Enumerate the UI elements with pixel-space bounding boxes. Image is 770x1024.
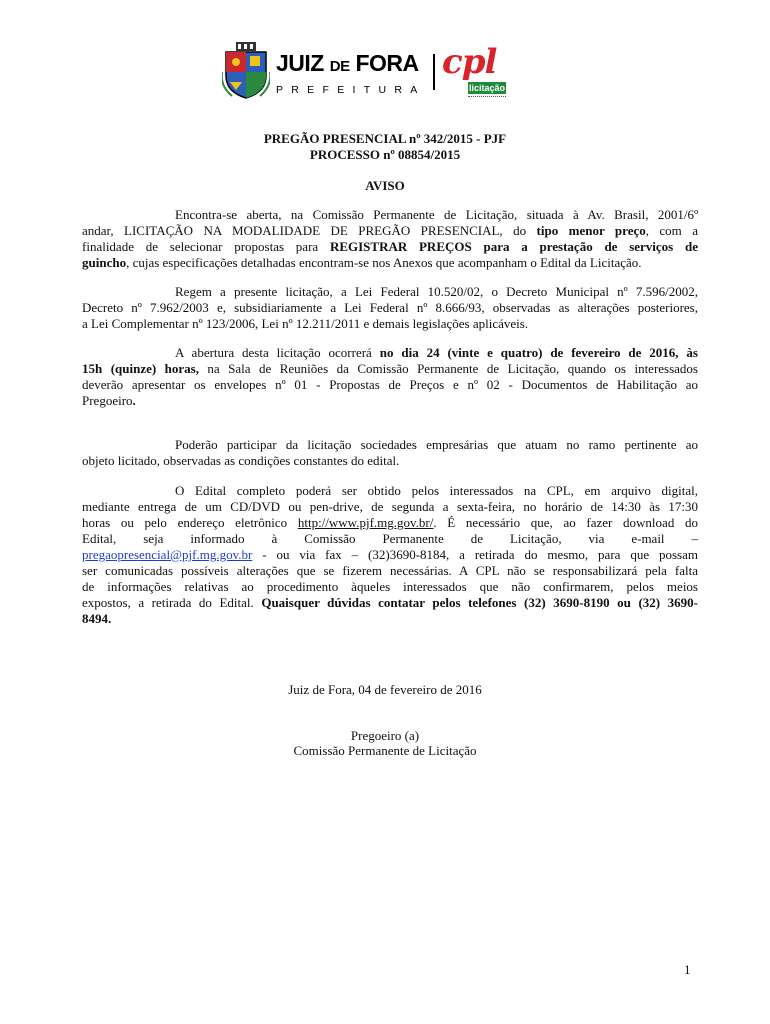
p3-line1: A abertura desta licitação ocorrerá no dia 24 (vinte e quatro) de fevereiro de 2016, às [175,345,698,360]
p3-line2: 15h (quinze) horas, na Sala de Reuniões da Comissão Permanente de Licitação, quando os interessados [82,361,698,376]
p1-line3: finalidade de selecionar propostas para REGISTRAR PREÇOS para a prestação de serviços de [82,239,699,254]
paragraph-legislacao [82,284,698,332]
signature-title: Pregoeiro (a) [350,728,420,743]
title-processo: PROCESSO nº 08854/2015 [309,147,461,162]
p1-line2: andar, LICITAÇÃO NA MODALIDADE DE PREGÃO PRESENCIAL, do tipo menor preço, com a [82,223,698,238]
p2-line2: Decreto nº 7.962/2003 e, subsidiariamente a Lei Federal nº 8.666/93, observadas as alterações posteriores, [82,300,698,315]
header-logo [222,40,522,102]
page-number: 1 [684,962,691,977]
logo-prefeitura: PREFEITURA [276,84,426,96]
p5-line6: ser comunicadas possíveis alterações que se fizerem necessárias. A CPL não se responsabilizará pela falta [82,563,698,578]
city-logo-text [276,50,426,97]
p2-line1: Regem a presente licitação, a Lei Federal 10.520/02, o Decreto Municipal nº 7.596/2002, [175,284,698,299]
p5-line5: pregaopresencial@pjf.mg.gov.br - ou via fax – (32)3690-8184, a retirada do mesmo, para que possam [82,547,698,562]
paragraph-abertura [82,207,698,271]
title-aviso: AVISO [365,178,405,193]
p5-line8: expostos, a retirada do Edital. Quaisquer dúvidas contatar pelos telefones (32) 3690-8190 ou (32) 3690- [82,595,699,610]
p5-line4: Edital, seja informado à Comissão Permanente de Licitação, via e-mail – [82,531,698,546]
p1-line1: Encontra-se aberta, na Comissão Permanente de Licitação, situada à Av. Brasil, 2001/6º [175,207,698,222]
p4-line2: objeto licitado, observadas as condições constantes do edital. [82,453,400,468]
p1-line4: guincho, cujas especificações detalhadas encontram-se nos Anexos que acompanham o Edital da Licitação. [82,255,642,270]
email-link[interactable]: pregaopresencial@pjf.mg.gov.br [82,547,253,562]
p5-line1: O Edital completo poderá ser obtido pelos interessados na CPL, em arquivo digital, [175,483,698,498]
cpl-logo-text: cpl [442,42,497,82]
p5-line9: 8494. [82,611,112,626]
p3-line4: Pregoeiro. [82,393,136,408]
paragraph-data-abertura [82,345,698,409]
logo-divider [433,54,435,90]
paragraph-participacao [82,437,698,469]
cpl-logo [440,44,522,102]
p5-line7: de informações relativas ao procedimento àqueles interessados que não confirmarem, pelos meios [82,579,698,594]
date-line: Juiz de Fora, 04 de fevereiro de 2016 [288,682,482,697]
p5-line3: horas ou pelo endereço eletrônico http://www.pjf.mg.gov.br/. É necessário que, ao fazer download do [82,515,699,530]
cpl-logo-badge: licitação [468,83,506,93]
title-pregao: PREGÃO PRESENCIAL nº 342/2015 - PJF [263,131,507,146]
p3-line3: deverão apresentar os envelopes nº 01 - Propostas de Preços e nº 02 - Documentos de Habilitação ao [82,377,698,392]
paragraph-edital [82,483,698,627]
coat-of-arms-icon [222,42,270,100]
p4-line1: Poderão participar da licitação sociedades empresárias que atuam no ramo pertinente ao [175,437,698,452]
website-link[interactable]: http://www.pjf.mg.gov.br/ [297,515,434,530]
cpl-logo-line [468,96,506,99]
p2-line3: a Lei Complementar nº 123/2006, Lei nº 12.211/2011 e demais legislações aplicáveis. [82,316,529,331]
p5-line2: mediante entrega de um CD/DVD ou pen-drive, de segunda a sexta-feira, no horário de 14:30 às 17:30 [82,499,698,514]
logo-city-name: JUIZ DE FORA [276,50,419,76]
signature-org: Comissão Permanente de Licitação [293,743,477,758]
